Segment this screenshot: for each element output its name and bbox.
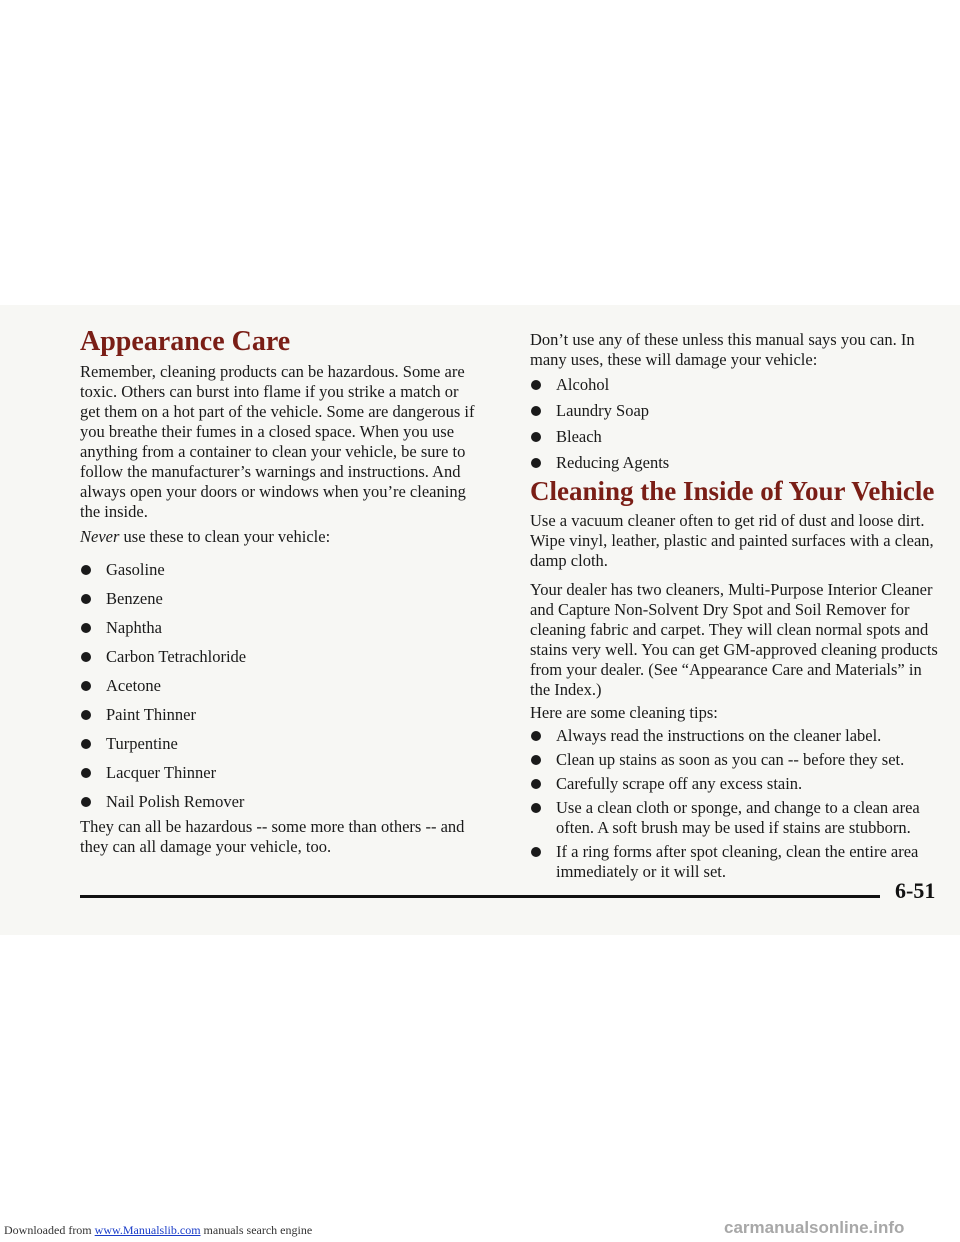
list-item: Gasoline — [80, 560, 246, 580]
bullet-icon — [81, 797, 91, 807]
bullet-icon — [81, 594, 91, 604]
never-use-list — [80, 560, 246, 812]
bullet-icon — [531, 847, 541, 857]
list-item: Nail Polish Remover — [80, 792, 246, 812]
dont-use-list — [530, 375, 669, 473]
bullet-icon — [81, 681, 91, 691]
download-prefix: Downloaded from — [4, 1223, 95, 1237]
list-item: Always read the instructions on the cleaner label. — [530, 726, 950, 746]
bullet-icon — [81, 623, 91, 633]
list-item: Reducing Agents — [530, 453, 669, 473]
bullet-icon — [531, 380, 541, 390]
list-item: Acetone — [80, 676, 246, 696]
never-use-line — [80, 527, 330, 547]
manualslib-link[interactable]: www.Manualslib.com — [94, 1223, 201, 1237]
bullet-icon — [81, 710, 91, 720]
list-item: Carbon Tetrachloride — [80, 647, 246, 667]
intro-paragraph: Remember, cleaning products can be hazardous. Some are toxic. Others can burst into flame if you strike a match or get them on a hot part of the vehicle. Some are dangerous if you breathe their fumes in a closed space. When you use anything from a container to clean your vehicle, be sure to follow the manufacturer’s warnings and instructions. And always open your doors or windows when you’re cleaning the inside. — [80, 362, 475, 521]
list-item: If a ring forms after spot cleaning, clean the entire area immediately or it will set. — [530, 842, 950, 882]
bullet-icon — [81, 652, 91, 662]
closing-paragraph: They can all be hazardous -- some more than others -- and they can all damage your vehicle, too. — [80, 817, 465, 856]
list-item: Laundry Soap — [530, 401, 669, 421]
dont-use-paragraph: Don’t use any of these unless this manual says you can. In many uses, these will damage your vehicle: — [530, 330, 915, 369]
tips-intro: Here are some cleaning tips: — [530, 703, 718, 722]
list-item: Benzene — [80, 589, 246, 609]
list-item: Paint Thinner — [80, 705, 246, 725]
bullet-icon — [531, 755, 541, 765]
never-use-text: use these to clean your vehicle: — [119, 527, 331, 546]
page-content — [0, 305, 960, 935]
bullet-icon — [81, 565, 91, 575]
download-footer — [4, 1223, 312, 1238]
list-item: Lacquer Thinner — [80, 763, 246, 783]
list-item: Use a clean cloth or sponge, and change to a clean area often. A soft brush may be used if stains are stubborn. — [530, 798, 950, 838]
dealer-cleaners-paragraph: Your dealer has two cleaners, Multi-Purpose Interior Cleaner and Capture Non-Solvent Dry Spot and Soil Remover for cleaning fabric and carpet. They will clean normal spots and stains very well. You can get GM-approved cleaning products from your dealer. (See “Appearance Care and Materials” in the Index.) — [530, 580, 938, 699]
bullet-icon — [531, 458, 541, 468]
download-suffix: manuals search engine — [200, 1223, 313, 1237]
list-item: Carefully scrape off any excess stain. — [530, 774, 950, 794]
bullet-icon — [531, 406, 541, 416]
bullet-icon — [531, 803, 541, 813]
bullet-icon — [81, 739, 91, 749]
list-item: Bleach — [530, 427, 669, 447]
bullet-icon — [531, 432, 541, 442]
appearance-care-heading: Appearance Care — [80, 326, 291, 357]
cleaning-tips-list — [530, 726, 950, 882]
footer-rule — [80, 895, 880, 898]
watermark: carmanualsonline.info — [724, 1218, 905, 1237]
list-item: Naphtha — [80, 618, 246, 638]
list-item: Turpentine — [80, 734, 246, 754]
bullet-icon — [531, 731, 541, 741]
vacuum-paragraph: Use a vacuum cleaner often to get rid of dust and loose dirt. Wipe vinyl, leather, plastic and painted surfaces with a clean, damp cloth. — [530, 511, 934, 570]
list-item: Alcohol — [530, 375, 669, 395]
bullet-icon — [81, 768, 91, 778]
never-emphasis: Never — [80, 527, 120, 546]
list-item: Clean up stains as soon as you can -- before they set. — [530, 750, 950, 770]
bullet-icon — [531, 779, 541, 789]
cleaning-inside-heading: Cleaning the Inside of Your Vehicle — [530, 476, 935, 506]
page-number: 6-51 — [895, 878, 936, 903]
